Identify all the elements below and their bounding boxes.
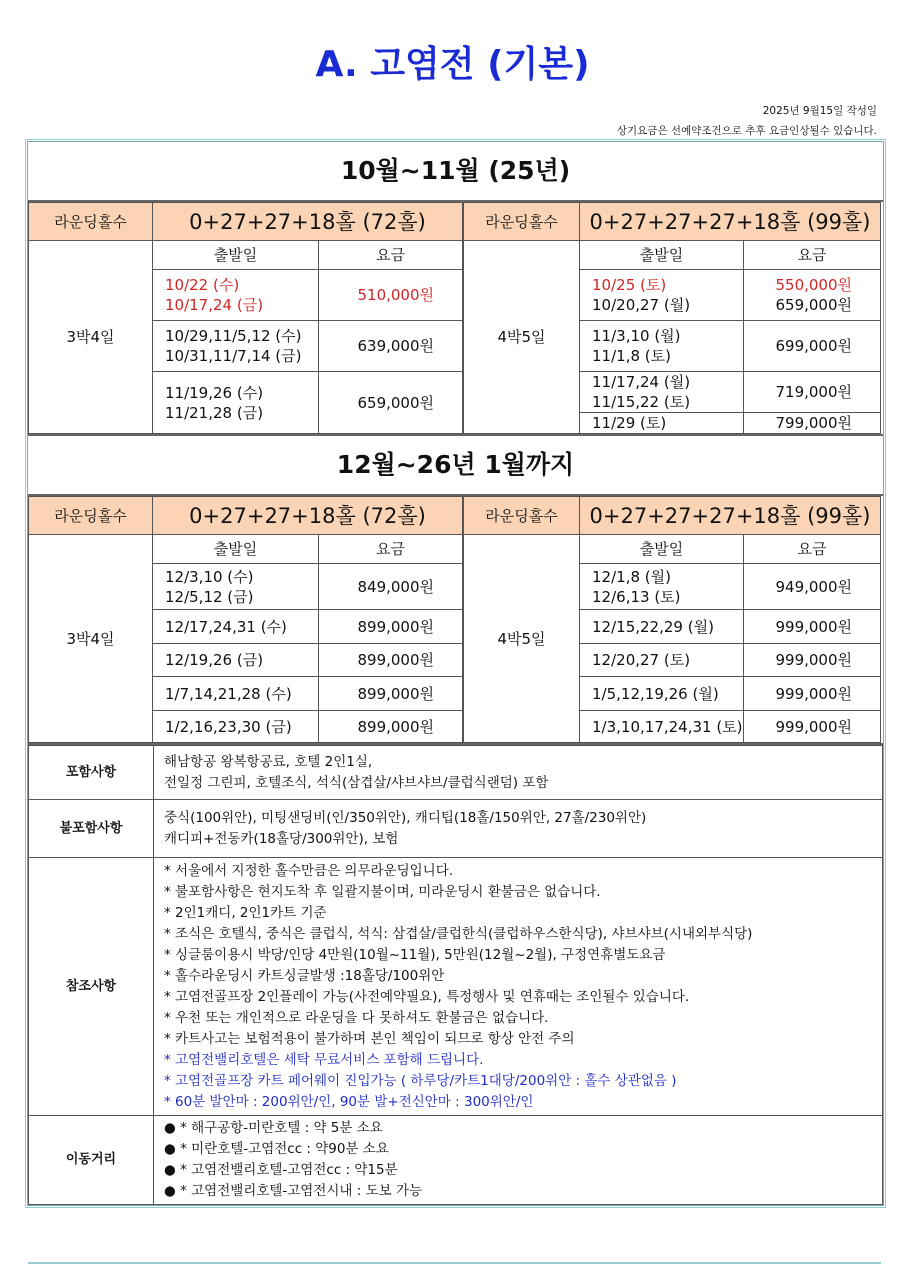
date-line: 11/3,10 (월): [592, 327, 681, 345]
departure-dates: [580, 610, 744, 644]
departure-dates: [580, 564, 744, 610]
right-price-table: [463, 496, 881, 743]
rounds-label: 라운딩홀수: [29, 497, 153, 535]
price-cell: [319, 372, 463, 434]
price-header: 요금: [744, 535, 881, 564]
date-header: 출발일: [153, 241, 319, 270]
section-1-tables: [28, 496, 883, 745]
holes-value: 0+27+27+27+18홀 (99홀): [580, 203, 881, 241]
section-title: 12월~26년 1월까지: [28, 436, 883, 496]
stay-label: 3박4일: [29, 241, 153, 434]
departure-dates: [153, 321, 319, 372]
subheader-row: [29, 535, 463, 564]
info-text: [154, 746, 883, 800]
info-label: 참조사항: [29, 858, 154, 1116]
holes-value: 0+27+27+27+18홀 (99홀): [580, 497, 881, 535]
info-label: 포함사항: [29, 746, 154, 800]
price-value: 550,000원: [775, 276, 853, 294]
info-line: * 60분 발안마 : 200위안/인, 90분 발+전신안마 : 300위안/인: [164, 1093, 534, 1110]
price-cell: [319, 564, 463, 610]
subheader-row: [29, 241, 463, 270]
price-header: 요금: [319, 535, 463, 564]
date-header: 출발일: [153, 535, 319, 564]
price-value: 899,000원: [357, 617, 435, 636]
info-line: 중식(100위안), 미팅샌딩비(인/350위안), 캐디팁(18홀/150위안, 27홀/230위안): [164, 809, 647, 826]
section-title: 10월~11월 (25년): [28, 142, 883, 202]
info-line: * 우천 또는 개인적으로 라운딩을 다 못하셔도 환불금은 없습니다.: [164, 1009, 549, 1026]
info-row: [29, 1116, 883, 1205]
info-line: * 고염전밸리호텔은 세탁 무료서비스 포함해 드립니다.: [164, 1051, 484, 1068]
info-text: [154, 1116, 883, 1205]
price-header: 요금: [319, 241, 463, 270]
date-line: 12/20,27 (토): [592, 651, 691, 669]
footer-divider: [28, 1262, 881, 1264]
date-line: 12/6,13 (토): [592, 587, 681, 606]
price-value: 899,000원: [357, 717, 435, 736]
departure-dates: [153, 270, 319, 321]
rounds-label: 라운딩홀수: [464, 497, 580, 535]
section-0-tables: [28, 202, 883, 436]
rounds-label: 라운딩홀수: [29, 203, 153, 241]
left-price-table: [28, 496, 463, 743]
info-line: * 고염전골프장 2인플레이 가능(사전예약필요), 특정행사 및 연휴때는 조인될수 있습니다.: [164, 988, 690, 1005]
header-row: [29, 203, 463, 241]
date-line: 11/19,26 (수): [165, 383, 264, 402]
price-cell: [744, 711, 881, 743]
price-cell: [744, 372, 881, 413]
info-line: * 홀수라운딩시 카트싱글발생 :18홀당/100위안: [164, 967, 445, 984]
price-value: 949,000원: [775, 577, 853, 596]
date-line: 12/3,10 (수): [165, 567, 254, 586]
departure-dates: [580, 677, 744, 711]
subheader-row: [464, 535, 881, 564]
price-cell: [744, 610, 881, 644]
date-line: 1/3,10,17,24,31 (토): [592, 717, 743, 736]
date-line: 12/5,12 (금): [165, 587, 254, 606]
left-price-table: [28, 202, 463, 434]
info-line: * 조식은 호텔식, 중식은 클럽식, 석식: 삼겹살/클럽한식(클럽하우스한식당), 샤브샤브(시내외부식당): [164, 925, 753, 942]
price-cell: [319, 270, 463, 321]
header-row: [464, 497, 881, 535]
departure-dates: [580, 321, 744, 372]
price-value: 899,000원: [357, 651, 435, 669]
date-line: 1/5,12,19,26 (월): [592, 684, 719, 703]
stay-label: 4박5일: [464, 241, 580, 434]
date-line: 12/17,24,31 (수): [165, 617, 287, 636]
info-label: 이동거리: [29, 1116, 154, 1205]
price-cell: [744, 413, 881, 434]
price-value: 999,000원: [775, 684, 853, 703]
info-line: ● * 고염전밸리호텔-고염전시내 : 도보 가능: [164, 1183, 423, 1199]
stay-label: 4박5일: [464, 535, 580, 743]
price-value: 659,000원: [775, 296, 853, 314]
info-text: [154, 800, 883, 858]
date-line: 10/29,11/5,12 (수): [165, 327, 302, 345]
date-line: 10/25 (토): [592, 276, 667, 294]
price-value: 899,000원: [357, 684, 435, 703]
price-value: 999,000원: [775, 617, 853, 636]
price-value: 719,000원: [775, 383, 853, 401]
price-table: [27, 141, 884, 1206]
price-cell: [319, 711, 463, 743]
stay-label: 3박4일: [29, 535, 153, 743]
info-line: ● * 고염전밸리호텔-고염전cc : 약15분: [164, 1162, 398, 1178]
info-row: [29, 858, 883, 1116]
price-value: 999,000원: [775, 717, 853, 736]
date-line: 11/21,28 (금): [165, 403, 264, 422]
price-value: 659,000원: [357, 393, 435, 412]
header-row: [29, 497, 463, 535]
price-value: 999,000원: [775, 651, 853, 669]
info-label: 불포함사항: [29, 800, 154, 858]
date-line: 11/29 (토): [592, 414, 667, 432]
info-line: * 불포함사항은 현지도착 후 일괄지불이며, 미라운딩시 환불금은 없습니다.: [164, 883, 601, 900]
price-value: 699,000원: [775, 337, 853, 355]
departure-dates: [153, 610, 319, 644]
info-line: 캐디피+전동카(18홀당/300위안), 보험: [164, 830, 399, 847]
page-title: A. 고염전 (기본): [315, 44, 590, 85]
info-line: * 서울에서 지정한 홀수만큼은 의무라운딩입니다.: [164, 862, 454, 879]
date-line: 10/20,27 (월): [592, 296, 691, 314]
date-line: 12/19,26 (금): [165, 651, 264, 669]
date-line: 1/2,16,23,30 (금): [165, 717, 292, 736]
info-row: [29, 746, 883, 800]
subheader-row: [464, 241, 881, 270]
departure-dates: [153, 564, 319, 610]
price-cell: [319, 644, 463, 677]
header-row: [464, 203, 881, 241]
date-line: 1/7,14,21,28 (수): [165, 684, 292, 703]
price-cell: [319, 610, 463, 644]
info-table: [28, 745, 883, 1205]
info-line: * 카트사고는 보험적용이 불가하며 본인 책임이 되므로 항상 안전 주의: [164, 1030, 575, 1047]
date-line: 10/22 (수): [165, 276, 240, 294]
price-value: 799,000원: [775, 414, 853, 432]
price-cell: [744, 677, 881, 711]
price-cell: [744, 644, 881, 677]
price-value: 849,000원: [357, 577, 435, 596]
departure-dates: [153, 372, 319, 434]
departure-dates: [580, 711, 744, 743]
info-text: [154, 858, 883, 1116]
info-line: 해남항공 왕복항공료, 호텔 2인1실,: [164, 753, 373, 770]
date-line: 11/17,24 (월): [592, 373, 691, 391]
date-line: 10/17,24 (금): [165, 296, 264, 314]
price-cell: [319, 677, 463, 711]
date-line: 12/1,8 (월): [592, 567, 671, 586]
departure-dates: [580, 270, 744, 321]
info-line: * 고염전골프장 카트 페어웨이 진입가능 ( 하루당/카트1대당/200위안 : 홀수 상관없음 ): [164, 1072, 677, 1089]
price-value: 639,000원: [357, 337, 435, 355]
right-price-table: [463, 202, 881, 434]
holes-value: 0+27+27+18홀 (72홀): [153, 497, 463, 535]
date-line: 12/15,22,29 (월): [592, 617, 714, 636]
info-line: ● * 미란호텔-고염전cc : 약90분 소요: [164, 1141, 389, 1157]
info-line: * 2인1캐디, 2인1카트 기준: [164, 904, 327, 921]
written-date: 2025년 9월15일 작성일: [762, 105, 877, 117]
date-header: 출발일: [580, 535, 744, 564]
price-notice: 상기요금은 선예약조건으로 추후 요금인상될수 있습니다.: [616, 125, 877, 137]
departure-dates: [153, 644, 319, 677]
departure-dates: [580, 372, 744, 413]
rounds-label: 라운딩홀수: [464, 203, 580, 241]
departure-dates: [580, 644, 744, 677]
departure-dates: [153, 711, 319, 743]
price-cell: [744, 321, 881, 372]
price-cell: [744, 270, 881, 321]
price-header: 요금: [744, 241, 881, 270]
departure-dates: [153, 677, 319, 711]
price-value: 510,000원: [357, 286, 435, 304]
date-line: 11/1,8 (토): [592, 347, 671, 365]
info-line: 전일정 그린피, 호텔조식, 석식(삼겹살/샤브샤브/클럽식랜덤) 포함: [164, 774, 549, 791]
info-row: [29, 800, 883, 858]
date-line: 10/31,11/7,14 (금): [165, 347, 302, 365]
holes-value: 0+27+27+18홀 (72홀): [153, 203, 463, 241]
info-line: ● * 해구공항-미란호텔 : 약 5분 소요: [164, 1120, 383, 1136]
date-header: 출발일: [580, 241, 744, 270]
departure-dates: [580, 413, 744, 434]
info-line: * 싱글룸이용시 박당/인당 4만원(10월~11월), 5만원(12월~2월), 구정연휴별도요금: [164, 946, 666, 963]
price-cell: [319, 321, 463, 372]
date-line: 11/15,22 (토): [592, 393, 691, 411]
price-cell: [744, 564, 881, 610]
